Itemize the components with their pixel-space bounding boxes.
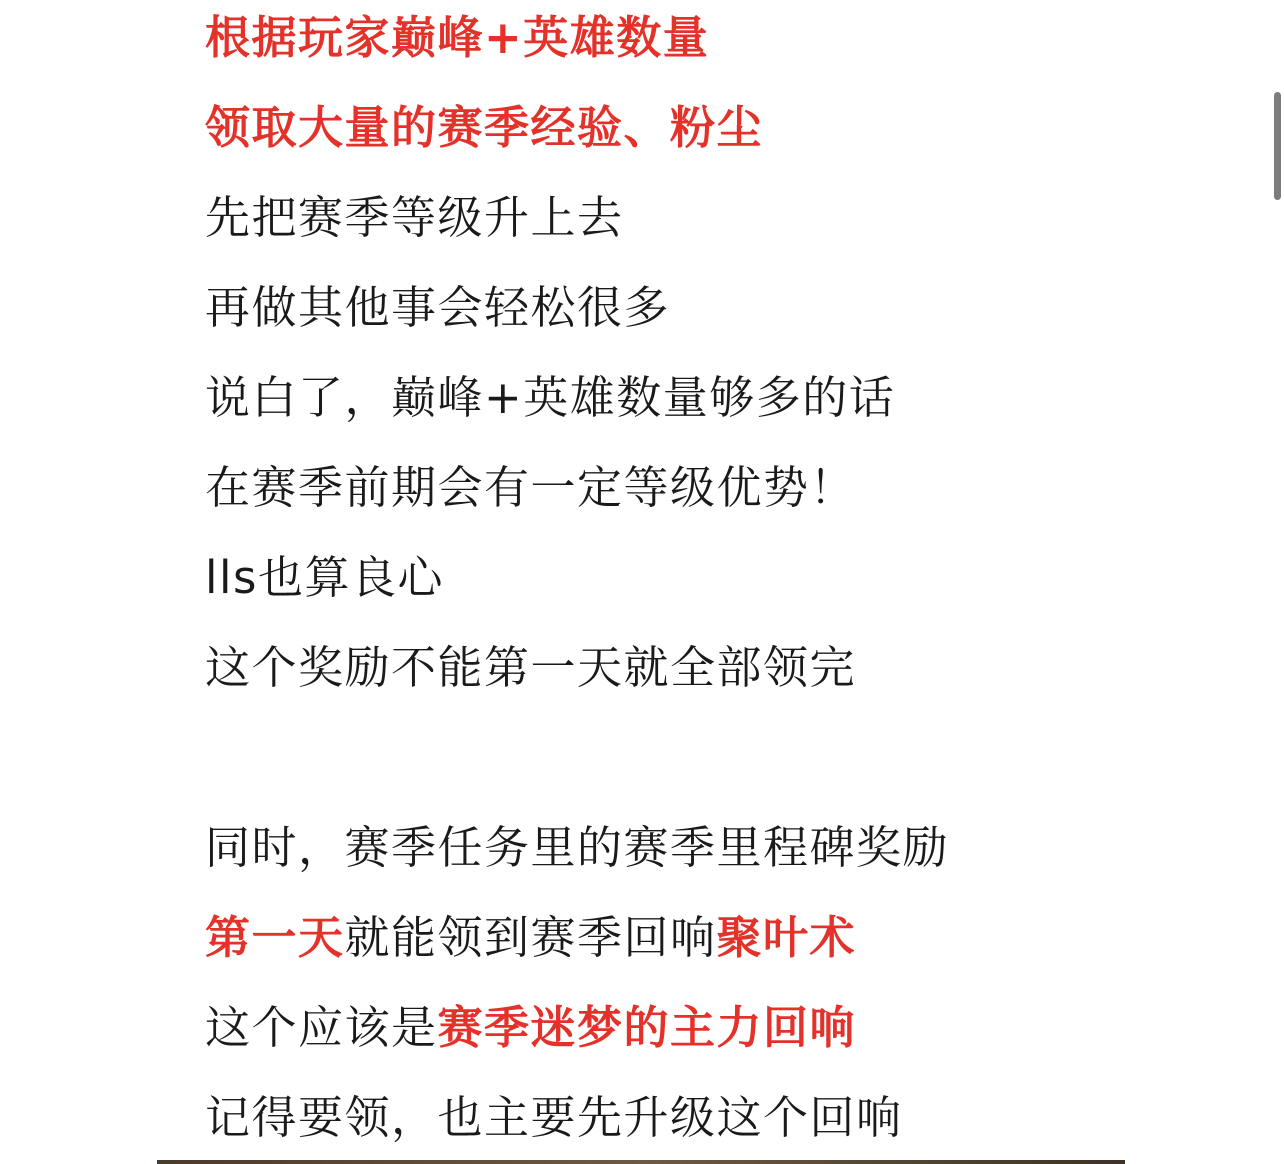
body-text: 再做其他事会轻松很多	[205, 281, 671, 334]
text-line	[205, 368, 895, 428]
body-text: 这个应该是	[205, 1001, 438, 1054]
highlight-text: 聚叶术	[716, 911, 857, 964]
text-line	[205, 638, 856, 698]
text-line	[205, 818, 949, 878]
text-line	[205, 188, 624, 248]
text-line	[205, 548, 444, 608]
body-text: 就能领到赛季回响	[344, 911, 717, 964]
text-line	[205, 8, 709, 68]
highlight-text: 第一天	[205, 911, 345, 964]
body-text: 同时，赛季任务里的赛季里程碑奖励	[205, 821, 950, 874]
highlight-text: 赛季迷梦的主力回响	[437, 1001, 857, 1054]
body-text: 这个奖励不能第一天就全部领完	[205, 641, 857, 694]
scrollbar-thumb[interactable]	[1274, 92, 1281, 200]
highlight-text: 领取大量的赛季经验、粉尘	[205, 101, 764, 154]
image-preview-edge	[157, 1160, 1125, 1164]
highlight-text: 根据玩家巅峰+英雄数量	[205, 11, 710, 64]
text-line	[205, 458, 856, 518]
text-line	[205, 278, 670, 338]
text-line	[205, 998, 856, 1058]
body-text: 在赛季前期会有一定等级优势！	[205, 461, 857, 514]
text-line	[205, 908, 856, 968]
text-line	[205, 98, 763, 158]
body-text: 先把赛季等级升上去	[205, 191, 624, 244]
text-line	[205, 1088, 903, 1148]
body-text: 记得要领，也主要先升级这个回响	[205, 1091, 903, 1144]
body-text: lls也算良心	[205, 551, 444, 604]
vertical-scrollbar[interactable]	[1268, 0, 1284, 1164]
body-text: 说白了，巅峰+英雄数量够多的话	[205, 371, 896, 424]
